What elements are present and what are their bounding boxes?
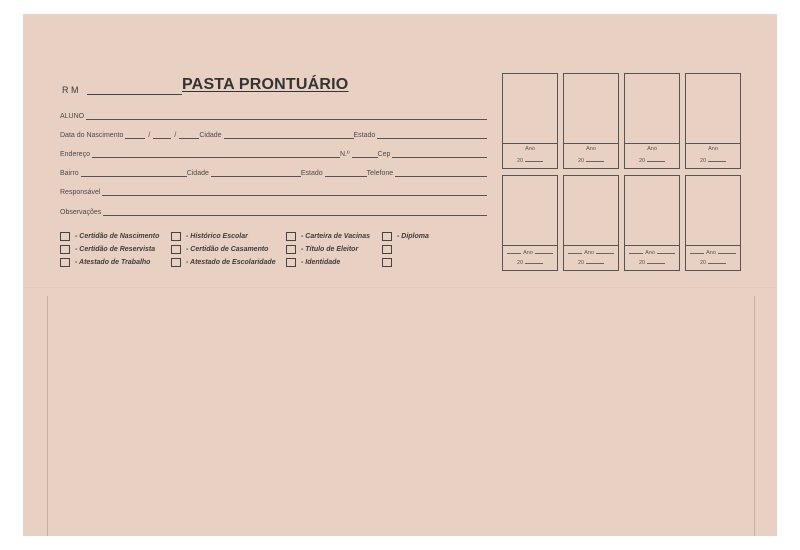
checklist-item[interactable] [382,245,397,254]
photo-ano-label: Ano [647,146,657,152]
checklist-label: - Atestado de Trabalho [75,259,151,266]
photo-box[interactable] [502,73,558,169]
checklist-label: - Atestado de Escolaridade [186,259,276,266]
checklist-label: - Certidão de Nascimento [75,233,160,240]
checkbox[interactable] [382,245,392,254]
photo-box[interactable] [563,175,619,271]
photo-area [564,176,618,246]
estado-line[interactable] [377,130,487,139]
cidade2-label: Cidade [186,170,209,177]
photo-ano-label: Ano [525,146,535,152]
checklist-label: - Carteira de Vacinas [301,233,370,240]
photo-year: 20 [686,156,740,164]
photo-year: 20 [503,156,557,164]
checkbox[interactable] [382,232,392,241]
photo-box[interactable] [624,73,680,169]
photo-box[interactable] [624,175,680,271]
checklist-item[interactable] [171,258,276,267]
checklist-item[interactable] [60,232,159,241]
photo-area [625,176,679,246]
photo-area [686,74,740,144]
bairro-row [60,165,487,177]
checkbox[interactable] [286,245,296,254]
checklist-label: - Certidão de Casamento [186,246,269,253]
checkbox[interactable] [171,245,181,254]
numero-line[interactable] [352,149,378,158]
responsavel-label: Responsável [60,189,101,196]
checklist-item[interactable] [171,232,248,241]
bairro-line[interactable] [81,168,187,177]
endereco-line[interactable] [92,149,340,158]
cidade-line[interactable] [224,130,354,139]
estado-label: Estado [353,132,376,139]
photo-area [503,74,557,144]
photo-year: 20 [686,258,740,266]
rm-label: R M [62,85,79,95]
rm-field [62,85,182,95]
checkbox[interactable] [60,245,70,254]
photo-area [564,74,618,144]
cidade-label: Cidade [199,132,222,139]
checklist-label: - Diploma [397,233,429,240]
birth-day-line[interactable] [125,130,145,139]
responsavel-line[interactable] [102,187,487,196]
photo-box[interactable] [502,175,558,271]
checklist-item[interactable] [286,258,340,267]
rm-line[interactable] [87,85,182,95]
checklist-label: - Título de Eleitor [301,246,359,253]
birth-month-line[interactable] [153,130,171,139]
checklist-item[interactable] [60,258,150,267]
photo-ano-label: Ano [564,248,618,256]
birth-year-line[interactable] [179,130,199,139]
checkbox[interactable] [382,258,392,267]
photo-box[interactable] [685,175,741,271]
checkbox[interactable] [286,232,296,241]
checklist-label: - Histórico Escolar [186,233,248,240]
photo-area [625,74,679,144]
photo-ano-label: Ano [586,146,596,152]
aluno-label: ALUNO [60,113,85,120]
checkbox[interactable] [171,232,181,241]
checkbox[interactable] [171,258,181,267]
checklist-item[interactable] [382,232,429,241]
checklist-item[interactable] [286,232,370,241]
checklist-item[interactable] [60,245,155,254]
checklist-label: - Identidade [301,259,341,266]
photo-area [686,176,740,246]
pocket-fold-line [23,287,777,288]
checkbox[interactable] [60,232,70,241]
cep-line[interactable] [392,149,487,158]
photo-ano-label: Ano [708,146,718,152]
birth-slash-1: / [148,132,151,139]
folder-pocket [47,296,755,536]
birth-slash-2: / [174,132,177,139]
numero-label: N.º [339,151,350,158]
checkbox[interactable] [60,258,70,267]
cidade2-line[interactable] [211,168,301,177]
photo-year: 20 [625,156,679,164]
address-row [60,146,487,158]
birth-label: Data do Nascimento [60,132,124,139]
checklist-item[interactable] [286,245,358,254]
aluno-row [60,108,487,120]
photo-area [503,176,557,246]
page-title: PASTA PRONTUÁRIO [182,76,349,93]
checklist-item[interactable] [382,258,397,267]
checklist-label: - Certidão de Reservista [75,246,156,253]
photo-year: 20 [625,258,679,266]
telefone-line[interactable] [395,168,487,177]
checklist-item[interactable] [171,245,268,254]
observacoes-line[interactable] [103,207,487,216]
telefone-label: Telefone [366,170,394,177]
photo-ano-label: Ano [625,248,679,256]
birth-row [60,127,487,139]
observacoes-label: Observações [60,209,102,216]
cep-label: Cep [377,151,391,158]
endereco-label: Endereço [60,151,90,158]
checkbox[interactable] [286,258,296,267]
bairro-label: Bairro [60,170,79,177]
responsavel-row [60,184,487,196]
photo-year: 20 [564,258,618,266]
observacoes-row [60,204,487,216]
photo-box[interactable] [563,73,619,169]
photo-year: 20 [503,258,557,266]
estado2-line[interactable] [325,168,367,177]
estado2-label: Estado [300,170,323,177]
photo-year: 20 [564,156,618,164]
photo-ano-label: Ano [686,248,740,256]
aluno-line[interactable] [86,111,487,120]
photo-ano-label: Ano [503,248,557,256]
photo-box[interactable] [685,73,741,169]
